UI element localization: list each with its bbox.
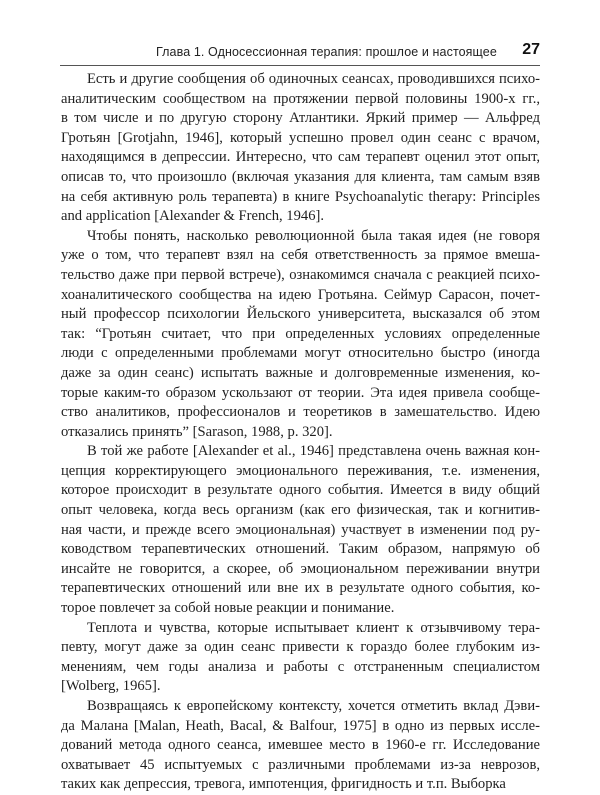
text-line: опыт человека, когда весь организм (как его физическая, так и когнитив-	[61, 502, 540, 519]
text-line: дований метода одного сеанса, имевшее место в 1960-е гг. Исследование	[61, 737, 540, 754]
text-line: отказались принять” [Sarason, 1988, p. 320].	[61, 423, 333, 440]
paragraph	[61, 227, 540, 443]
text-line: терапевтических отношений или вне их в результате одного события, ко-	[61, 580, 540, 597]
text-line: уже о том, что терапевт взял на себя ответственность за прямое вмеша-	[61, 247, 540, 264]
text-line: да Малана [Malan, Heath, Bacal, & Balfour, 1975] в одно из первых иссле-	[61, 717, 540, 734]
running-head: Глава 1. Односессионная терапия: прошлое и настоящее	[156, 45, 497, 59]
text-line: торое повлечет за собой новые реакции и понимание.	[61, 600, 395, 617]
page-header	[60, 43, 540, 66]
text-line: ство аналитиков, профессионалов и теоретиков в замешательство. Идею	[61, 404, 540, 421]
text-line: Возвращаясь к европейскому контексту, хочется отметить вклад Дэви-	[87, 698, 540, 714]
text-line: даже за один сеанс) испытать важные и долговременные изменения, ко-	[61, 364, 540, 381]
text-line: цепция корректирующего эмоционального переживания, т.е. изменения,	[61, 462, 540, 479]
text-line: хоаналитического сообщества на идею Гротьяна. Сеймур Сарасон, почет-	[61, 286, 540, 303]
text-line: ная части, и прежде всего эмоциональная) участвует в изменении под ру-	[61, 521, 540, 538]
text-line: аналитическим сообществом на протяжении первой половины 1900-х гг.,	[61, 90, 540, 107]
paragraph	[61, 619, 540, 697]
text-line: Есть и другие сообщения об одиночных сеансах, проводившихся психо-	[87, 71, 540, 87]
text-line: охватывает 45 испытуемых с различными проблемами из-за неврозов,	[61, 756, 540, 773]
text-line: торые каким-то образом ускользают от теории. Эта идея привела сообще-	[61, 384, 540, 401]
text-line: and application [Alexander & French, 1946].	[61, 208, 325, 225]
text-line: тельство даже при первой встрече), ознакомимся сначала с реакцией психо-	[61, 266, 540, 283]
paragraph	[61, 70, 540, 227]
text-line: ный профессор психологии Йельского университета, высказался об этом	[61, 306, 540, 323]
text-line: Теплота и чувства, которые испытывает клиент к отзывчивому тера-	[87, 619, 540, 636]
page-number: 27	[522, 41, 540, 58]
text-line: инсайте не говорится, а скорее, об эмоциональном переживании внутри	[61, 560, 540, 577]
text-line: описав то, что произошло (включая указания для клиента, там самым взяв	[61, 168, 540, 185]
paragraph	[61, 697, 540, 795]
text-line: ководством терапевтических отношений. Таким образом, напрямую об	[61, 541, 540, 558]
text-line: так: “Гротьян считает, что при определенных условиях определенные	[61, 325, 540, 342]
text-line: в том числе и по другую сторону Атлантики. Яркий пример — Альфред	[61, 110, 540, 127]
text-line: певту, могут даже за один сеанс привести к гораздо более глубоким из-	[61, 639, 540, 656]
text-line: находящимся в депрессии. Интересно, что сам терапевт оценил этот опыт,	[61, 149, 540, 166]
text-line: В той же работе [Alexander et al., 1946] представлена очень важная кон-	[87, 443, 540, 460]
text-line: которое происходит в результате одного события. Имеется в виду общий	[61, 482, 540, 499]
text-line: на себя активную роль терапевта) в книге Psychoanalytic therapy: Principles	[61, 188, 540, 205]
text-line: менениям, чем годы анализа и работы с отстраненным специалистом	[61, 658, 540, 675]
text-line: Гротьян [Grotjahn, 1946], который успешно провел один сеанс с врачом,	[61, 129, 540, 146]
text-line: таких как депрессия, тревога, импотенция, фригидность и т.п. Выборка	[61, 776, 506, 793]
text-line: люди с определенными проблемами могут относительно быстро (иногда	[61, 345, 540, 362]
body-text	[61, 70, 540, 795]
text-line: Чтобы понять, насколько революционной была такая идея (не говоря	[87, 227, 540, 244]
text-line: [Wolberg, 1965].	[61, 678, 161, 695]
paragraph	[61, 442, 540, 618]
